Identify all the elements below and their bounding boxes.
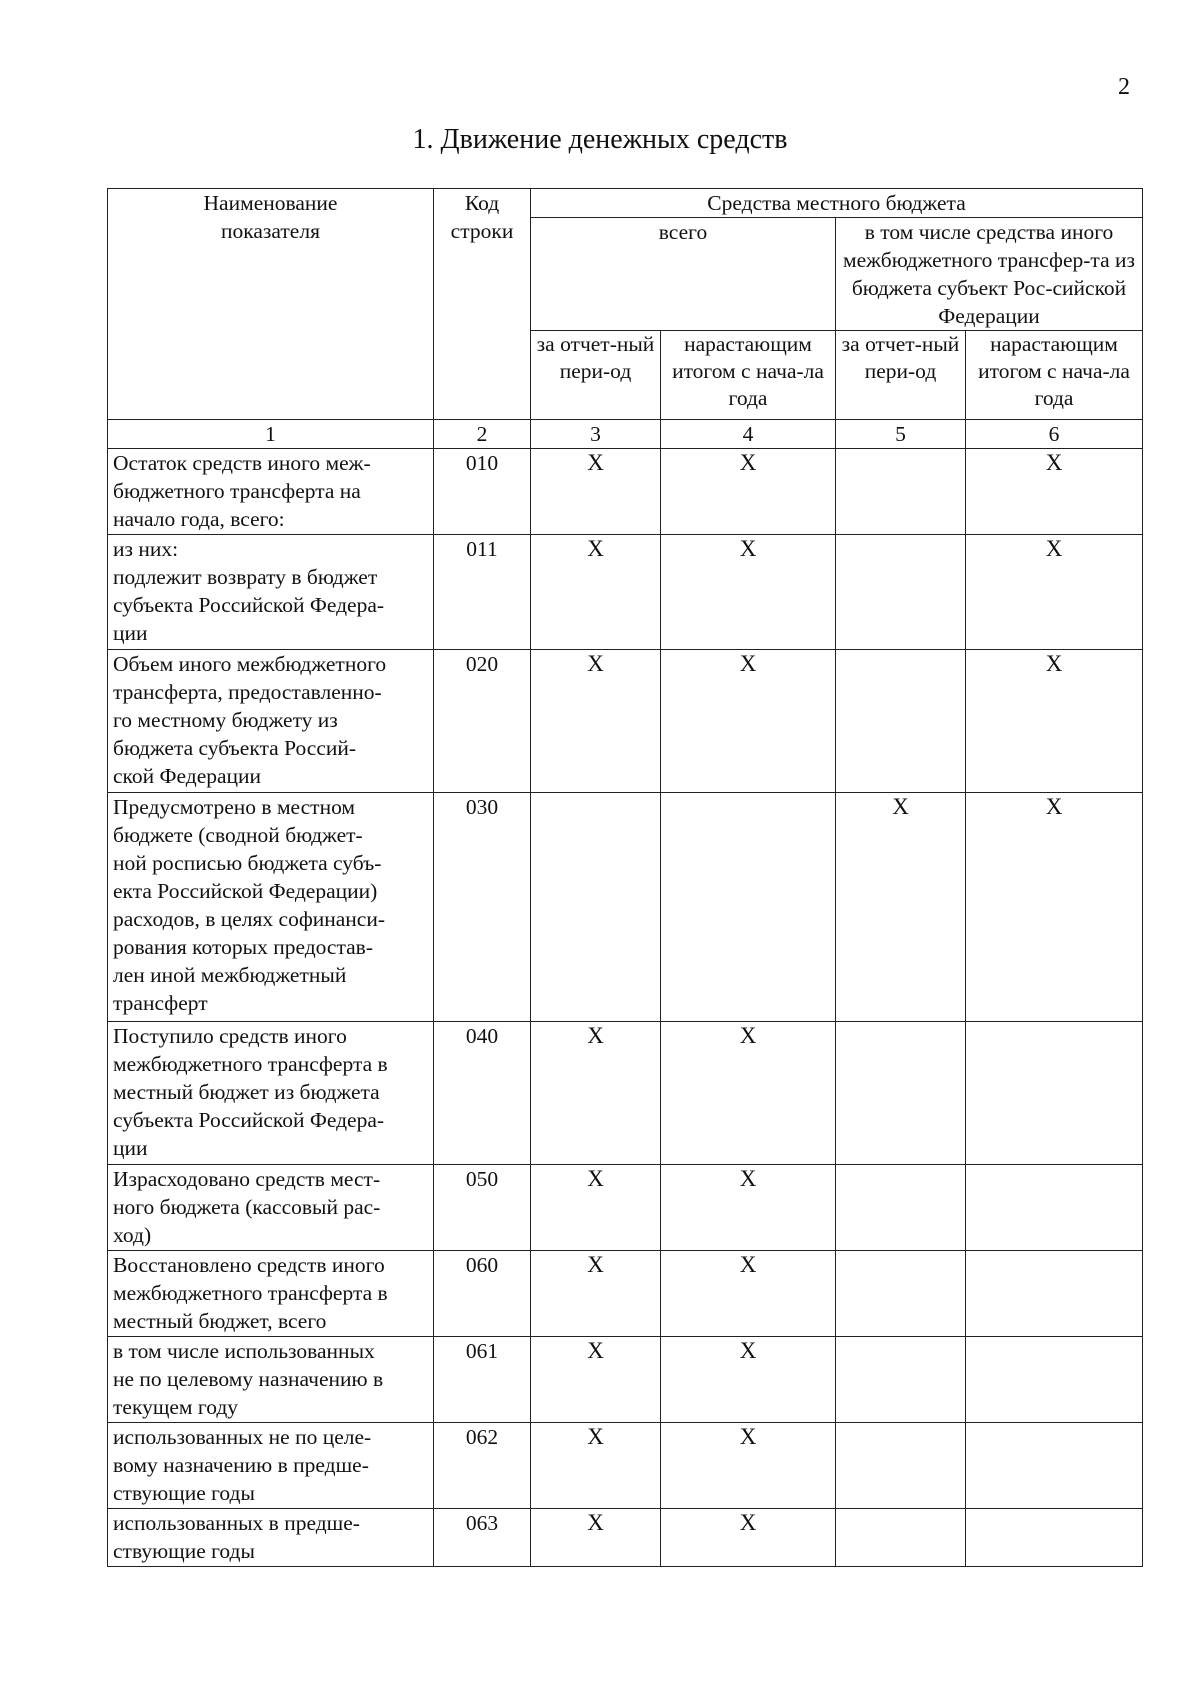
- cell-col6: X: [966, 650, 1143, 793]
- table-row: [108, 1509, 1143, 1567]
- row-code: 010: [434, 449, 531, 535]
- cell-col4: X: [661, 535, 836, 650]
- row-code: 030: [434, 793, 531, 1022]
- row-name: из них: подлежит возврату в бюджет субъекта Российской Федера- ции: [108, 535, 434, 650]
- cell-col6: [966, 1337, 1143, 1423]
- column-number: 1: [108, 420, 434, 449]
- header-cumulative-total: нарастающим итогом с нача-ла года: [661, 331, 836, 420]
- cell-col3: X: [531, 535, 661, 650]
- table-row: [108, 1423, 1143, 1509]
- cell-col6: [966, 1509, 1143, 1567]
- row-name: Остаток средств иного меж- бюджетного трансферта на начало года, всего:: [108, 449, 434, 535]
- cell-col4: [661, 793, 836, 1022]
- table-header: [108, 189, 1143, 449]
- table-row: [108, 1251, 1143, 1337]
- header-code: Код строки: [434, 189, 531, 420]
- cell-col4: X: [661, 1165, 836, 1251]
- cell-col4: X: [661, 1337, 836, 1423]
- cell-col6: X: [966, 793, 1143, 1022]
- row-name: Поступило средств иного межбюджетного трансферта в местный бюджет из бюджета субъекта Российской Федера- ции: [108, 1022, 434, 1165]
- header-local-budget: Средства местного бюджета: [531, 189, 1143, 218]
- cell-col3: X: [531, 650, 661, 793]
- header-period-total: за отчет-ный пери-од: [531, 331, 661, 420]
- cell-col6: [966, 1165, 1143, 1251]
- header-total: всего: [531, 218, 836, 331]
- cell-col4: X: [661, 449, 836, 535]
- table-row: [108, 650, 1143, 793]
- header-cumulative-transfer: нарастающим итогом с нача-ла года: [966, 331, 1143, 420]
- cell-col3: X: [531, 1337, 661, 1423]
- row-code: 011: [434, 535, 531, 650]
- cell-col5: [836, 449, 966, 535]
- cell-col3: X: [531, 1509, 661, 1567]
- table-row: [108, 1022, 1143, 1165]
- cell-col4: X: [661, 1251, 836, 1337]
- table-row: [108, 793, 1143, 1022]
- row-code: 060: [434, 1251, 531, 1337]
- page-title: 1. Движение денежных средств: [412, 124, 788, 155]
- row-name: использованных в предше- ствующие годы: [108, 1509, 434, 1567]
- row-code: 050: [434, 1165, 531, 1251]
- table-body: [108, 449, 1143, 1567]
- column-number: 3: [531, 420, 661, 449]
- page-number: 2: [1118, 74, 1130, 100]
- column-number: 4: [661, 420, 836, 449]
- row-code: 061: [434, 1337, 531, 1423]
- cell-col3: X: [531, 1165, 661, 1251]
- cell-col6: [966, 1022, 1143, 1165]
- cash-flow-table: [107, 188, 1143, 1567]
- cell-col5: [836, 535, 966, 650]
- column-number: 5: [836, 420, 966, 449]
- row-name: Предусмотрено в местном бюджете (сводной бюджет- ной росписью бюджета субъ- екта Российской Федерации) расходов, в целях софинанси- рования которых предостав- лен иной межбюджетный трансферт: [108, 793, 434, 1022]
- cell-col3: X: [531, 1251, 661, 1337]
- cell-col3: X: [531, 1423, 661, 1509]
- row-name: Восстановлено средств иного межбюджетного трансферта в местный бюджет, всего: [108, 1251, 434, 1337]
- table-row: [108, 535, 1143, 650]
- cell-col4: X: [661, 650, 836, 793]
- column-number-row: [108, 420, 1143, 449]
- row-code: 040: [434, 1022, 531, 1165]
- table-row: [108, 1337, 1143, 1423]
- cell-col5: [836, 1022, 966, 1165]
- table-row: [108, 1165, 1143, 1251]
- cell-col3: X: [531, 1022, 661, 1165]
- table-row: [108, 449, 1143, 535]
- cell-col5: [836, 650, 966, 793]
- cell-col5: X: [836, 793, 966, 1022]
- cell-col5: [836, 1165, 966, 1251]
- cell-col6: [966, 1423, 1143, 1509]
- column-number: 2: [434, 420, 531, 449]
- cell-col4: X: [661, 1509, 836, 1567]
- cell-col5: [836, 1251, 966, 1337]
- cell-col5: [836, 1509, 966, 1567]
- cell-col4: X: [661, 1022, 836, 1165]
- cell-col6: X: [966, 449, 1143, 535]
- cell-col5: [836, 1423, 966, 1509]
- row-name: Объем иного межбюджетного трансферта, предоставленно- го местному бюджету из бюджета субъекта Россий- ской Федерации: [108, 650, 434, 793]
- header-name: Наименование показателя: [108, 189, 434, 420]
- header-incl-transfer: в том числе средства иного межбюджетного трансфер-та из бюджета субъект Рос-сийской Федерации: [836, 218, 1143, 331]
- row-code: 062: [434, 1423, 531, 1509]
- cell-col6: X: [966, 535, 1143, 650]
- cell-col6: [966, 1251, 1143, 1337]
- row-name: Израсходовано средств мест- ного бюджета (кассовый рас- ход): [108, 1165, 434, 1251]
- cell-col4: X: [661, 1423, 836, 1509]
- row-code: 063: [434, 1509, 531, 1567]
- cell-col5: [836, 1337, 966, 1423]
- header-period-transfer: за отчет-ный пери-од: [836, 331, 966, 420]
- row-name: использованных не по целе- вому назначению в предше- ствующие годы: [108, 1423, 434, 1509]
- cell-col3: [531, 793, 661, 1022]
- cell-col3: X: [531, 449, 661, 535]
- column-number: 6: [966, 420, 1143, 449]
- row-code: 020: [434, 650, 531, 793]
- row-name: в том числе использованных не по целевому назначению в текущем году: [108, 1337, 434, 1423]
